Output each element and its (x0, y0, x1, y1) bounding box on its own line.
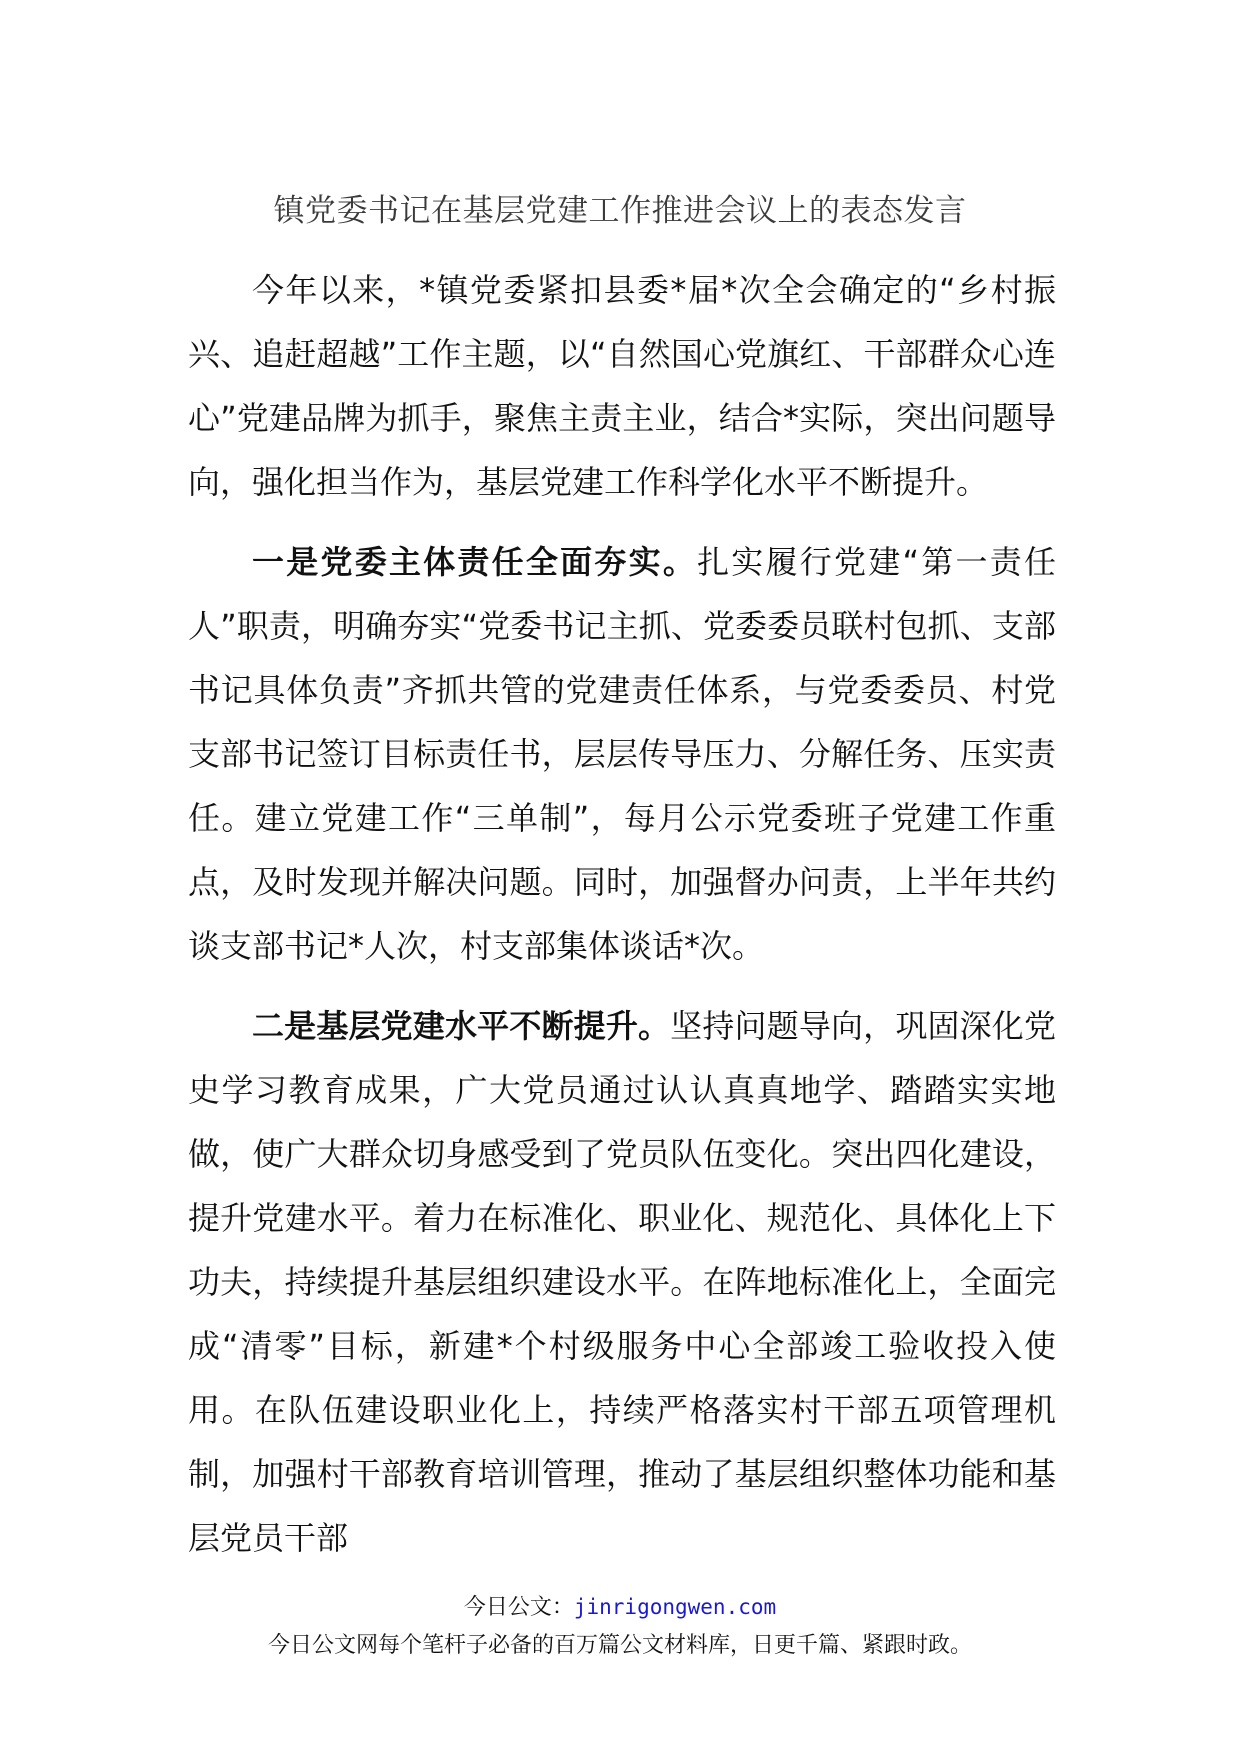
document-title: 镇党委书记在基层党建工作推进会议上的表态发言 (273, 193, 967, 229)
intro-paragraph: 今年以来，*镇党委紧扣县委*届*次全会确定的“乡村振兴、追赶超越”工作主题，以“自然国心党旗红、干部群众心连心”党建品牌为抓手，聚焦主责主业，结合*实际，突出问题导向，强化担当作为，基层党建工作科学化水平不断提升。 (188, 271, 1056, 501)
section-2-text: 坚持问题导向，巩固深化党史学习教育成果，广大党员通过认认真真地学、踏踏实实地做，使广大群众切身感受到了党员队伍变化。突出四化建设，提升党建水平。着力在标准化、职业化、规范化、具体化上下功夫，持续提升基层组织建设水平。在阵地标准化上，全面完成“清零”目标，新建*个村级服务中心全部竣工验收投入使用。在队伍建设职业化上，持续严格落实村干部五项管理机制，加强村干部教育培训管理，推动了基层组织整体功能和基层党员干部 (188, 1007, 1056, 1557)
footer-label: 今日公文： (463, 1595, 574, 1620)
footer-source-line (0, 1590, 1240, 1625)
section-paragraph-2 (188, 994, 1056, 1570)
page-footer (0, 1590, 1240, 1663)
document-body (188, 258, 1056, 1570)
section-1-text: 扎实履行党建“第一责任人”职责，明确夯实“党委书记主抓、党委委员联村包抓、支部书记具体负责”齐抓共管的党建责任体系，与党委委员、村党支部书记签订目标责任书，层层传导压力、分解任务、压实责任。建立党建工作“三单制”，每月公示党委班子党建工作重点，及时发现并解决问题。同时，加强督办问责，上半年共约谈支部书记*人次，村支部集体谈话*次。 (188, 543, 1056, 965)
footer-slogan: 今日公文网每个笔杆子必备的百万篇公文材料库，日更千篇、紧跟时政。 (267, 1633, 972, 1658)
section-paragraph-1 (188, 530, 1056, 978)
footer-site-link[interactable]: jinrigongwen.com (573, 1595, 777, 1619)
section-1-heading: 一是党委主体责任全面夯实。 (252, 543, 698, 581)
section-2-heading: 二是基层党建水平不断提升。 (252, 1007, 671, 1045)
